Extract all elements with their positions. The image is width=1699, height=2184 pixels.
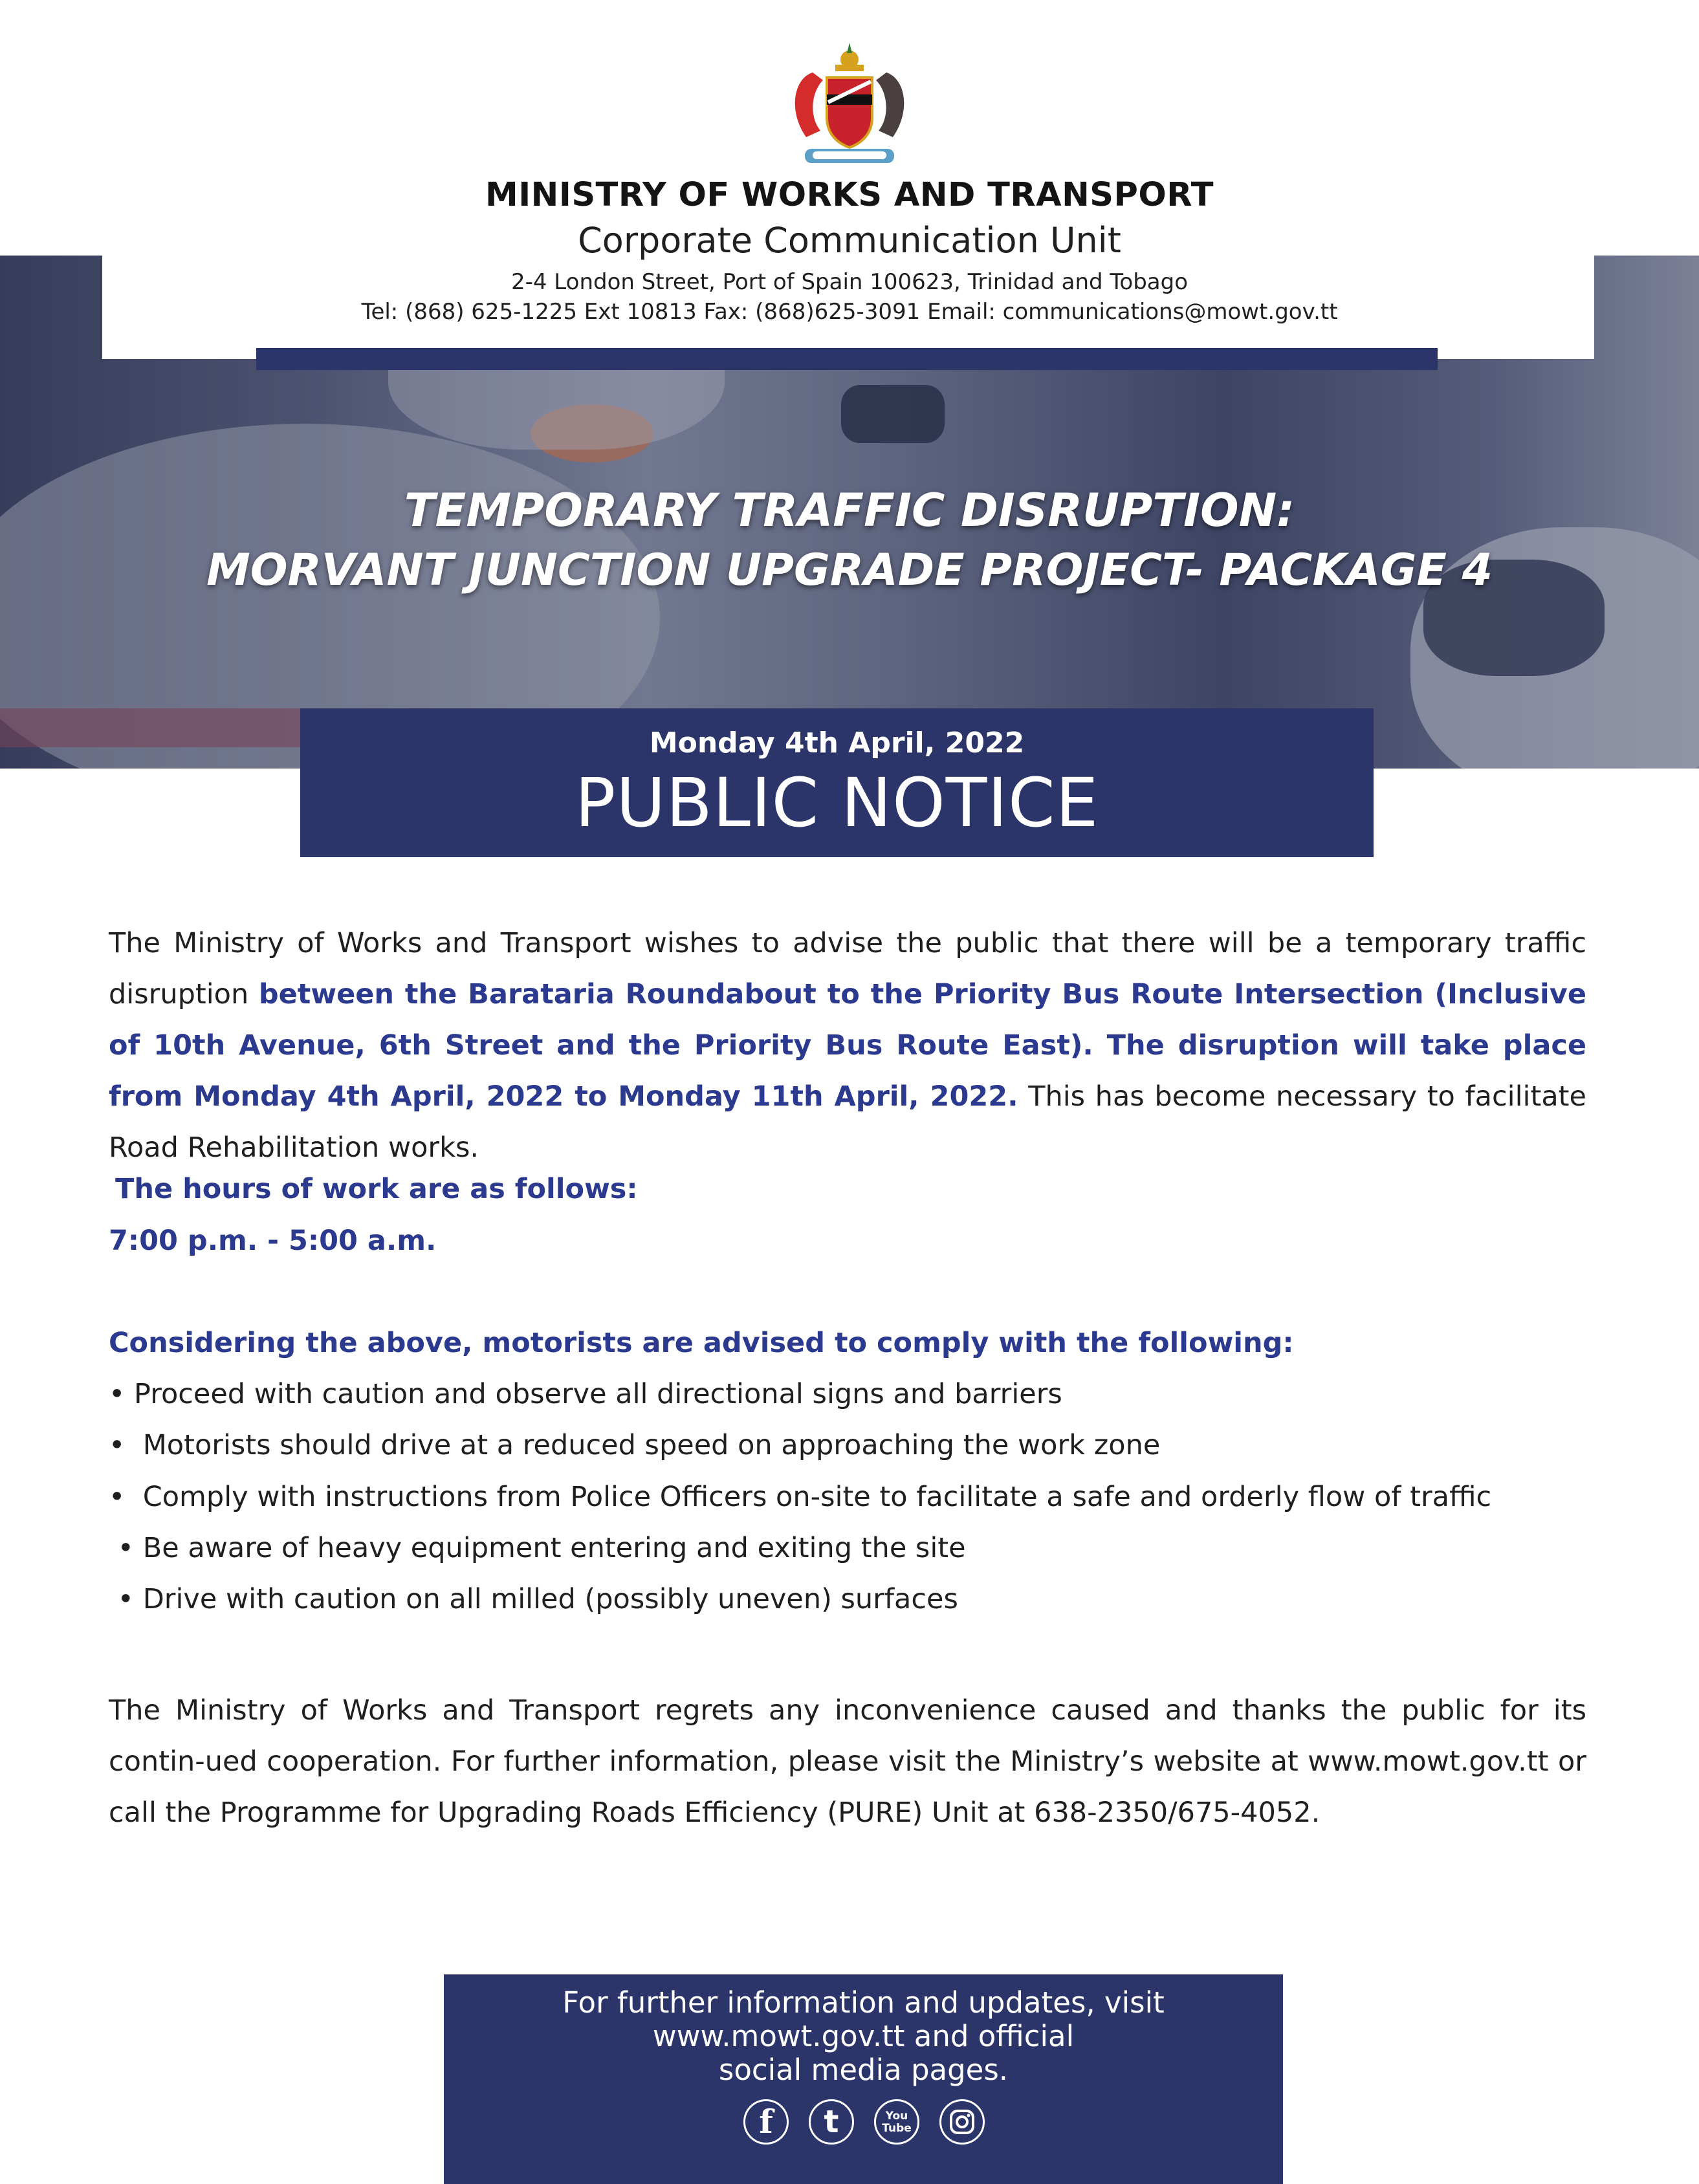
contact-line: Tel: (868) 625-1225 Ext 10813 Fax: (868)625-3091 Email: communications@mowt.gov.tt [361, 299, 1338, 325]
footer-text [444, 1986, 1283, 2087]
list-item: • Be aware of heavy equipment entering and exiting the site [109, 1532, 966, 1564]
closing-paragraph: The Ministry of Works and Transport regrets any inconvenience caused and thanks the public for its contin-ued cooperation. For further information, please visit the Ministry’s website at www.mowt.gov.tt or call the Programme for Upgrading Roads Efficiency (PURE) Unit at 638-2350/675-4052. [109, 1694, 1586, 1829]
intro-text-c: This has become necessary to facilitate Road Rehabilitation works. [109, 1080, 1586, 1164]
facebook-glyph: f [759, 2102, 773, 2141]
list-item: • Proceed with caution and observe all directional signs and barriers [109, 1378, 1062, 1410]
hours-value: 7:00 p.m. - 5:00 a.m. [109, 1225, 437, 1257]
tumblr-glyph: t [824, 2104, 839, 2140]
footer-line-1: For further information and updates, visit [562, 1985, 1165, 2020]
list-item: • Motorists should drive at a reduced speed on approaching the work zone [109, 1429, 1161, 1461]
youtube-glyph-bottom: Tube [882, 2122, 912, 2135]
address-line: 2-4 London Street, Port of Spain 100623, Trinidad and Tobago [510, 269, 1189, 295]
intro-paragraph [109, 918, 1586, 1174]
intro-text-highlight: between the Barataria Roundabout to the Priority Bus Route Intersection (Inclusive of 10th Avenue, 6th Street and the Priority Bus Route East). The disruption will take place from Monday 4th April, 2022 to Monday 11th April, 2022. [109, 978, 1586, 1113]
coat-of-arms-icon [774, 40, 925, 168]
hours-heading: The hours of work are as follows: [115, 1173, 638, 1205]
instagram-glyph [941, 2101, 983, 2143]
advisory-heading: Considering the above, motorists are advised to comply with the following: [109, 1327, 1294, 1359]
youtube-icon[interactable] [874, 2099, 919, 2145]
unit-name: Corporate Communication Unit [578, 220, 1121, 261]
notice-title: PUBLIC NOTICE [575, 763, 1099, 842]
footer-line-3: social media pages. [718, 2053, 1009, 2087]
facebook-icon[interactable] [743, 2099, 789, 2145]
intro-text-a: The Ministry of Works and Transport wishes to advise the public that there will be a temporary traffic disruption [109, 927, 1586, 1010]
youtube-glyph-top: You [885, 2110, 908, 2123]
header-divider-bar [256, 348, 1438, 370]
notice-date: Monday 4th April, 2022 [649, 726, 1025, 759]
headline-line-1: TEMPORARY TRAFFIC DISRUPTION: [404, 484, 1295, 537]
footer-line-2: www.mowt.gov.tt and official [652, 2019, 1075, 2053]
ministry-name: MINISTRY OF WORKS AND TRANSPORT [485, 176, 1214, 214]
instagram-icon[interactable] [939, 2099, 985, 2145]
headline-line-2: MORVANT JUNCTION UPGRADE PROJECT- PACKAGE 4 [206, 545, 1493, 596]
list-item: • Comply with instructions from Police Officers on-site to facilitate a safe and orderly flow of traffic [109, 1481, 1492, 1513]
tumblr-icon[interactable] [809, 2099, 854, 2145]
list-item: • Drive with caution on all milled (possibly uneven) surfaces [109, 1583, 958, 1615]
